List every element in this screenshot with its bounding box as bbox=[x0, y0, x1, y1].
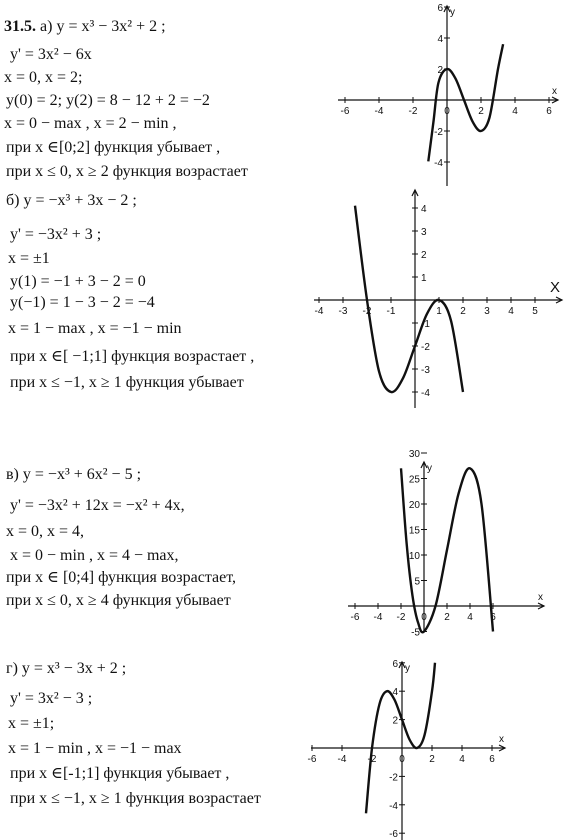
y-tick-label: 30 bbox=[408, 449, 420, 460]
y-tick-label: 4 bbox=[392, 687, 398, 699]
part-d-line-4: x = 1 − min , x = −1 − max bbox=[8, 740, 182, 757]
part-c-label: в) bbox=[6, 466, 19, 483]
problem-number: 31.5. bbox=[4, 18, 36, 35]
x-tick-label: 4 bbox=[459, 754, 465, 765]
x-tick-label: 0 bbox=[444, 106, 450, 117]
x-tick-label: -4 bbox=[314, 306, 324, 317]
y-tick-label: 1 bbox=[421, 273, 427, 284]
y-tick-label: -6 bbox=[389, 829, 398, 840]
part-d-line-3: x = ±1; bbox=[8, 715, 55, 732]
y-tick-label: 2 bbox=[421, 250, 427, 261]
x-tick-label: 6 bbox=[546, 106, 552, 117]
part-c-line-4: x = 0 − min , x = 4 − max, bbox=[10, 547, 179, 564]
part-b-line-4: y(1) = −1 + 3 − 2 = 0 bbox=[10, 273, 146, 290]
x-tick-label: -4 bbox=[374, 106, 384, 117]
x-tick-label: -6 bbox=[350, 612, 360, 623]
y-tick-label: -4 bbox=[434, 158, 443, 169]
y-tick-label: 10 bbox=[408, 551, 420, 562]
x-axis-label: x bbox=[552, 86, 557, 97]
x-tick-label: -2 bbox=[408, 106, 418, 117]
x-tick-label: -6 bbox=[307, 754, 317, 765]
y-tick-label: 6 bbox=[437, 3, 443, 14]
x-tick-label: 4 bbox=[508, 306, 514, 317]
part-b-label: б) bbox=[6, 192, 20, 209]
y-tick-label: -2 bbox=[421, 342, 430, 353]
part-a-line-1: y = x³ − 3x² + 2 ; bbox=[56, 18, 166, 35]
part-b-line-7: при x ∈[ −1;1] функция возрастает , bbox=[10, 348, 255, 365]
part-a-line-2: y' = 3x² − 6x bbox=[10, 46, 92, 63]
x-tick-label: 0 bbox=[399, 754, 405, 765]
x-tick-label: 4 bbox=[467, 612, 473, 623]
part-b-equation bbox=[6, 192, 137, 210]
part-d-line-6: при x ≤ −1, x ≥ 1 функция возрастает bbox=[10, 790, 261, 807]
y-tick-label: 3 bbox=[421, 227, 427, 238]
y-axis-label: y bbox=[427, 463, 432, 474]
part-a-line-6: при x ∈[0;2] функция убывает , bbox=[6, 139, 221, 156]
y-axis-label: y bbox=[405, 663, 410, 674]
part-c-line-1: y = −x³ + 6x² − 5 ; bbox=[22, 466, 142, 483]
graph-part-b bbox=[310, 186, 565, 410]
x-tick-label: -2 bbox=[367, 754, 377, 765]
part-b-line-6: x = 1 − max , x = −1 − min bbox=[8, 320, 182, 337]
y-tick-label: 4 bbox=[437, 34, 443, 45]
part-d-label: г) bbox=[6, 660, 18, 677]
y-axis-label: y bbox=[450, 7, 455, 18]
y-tick-label: 25 bbox=[408, 474, 420, 486]
part-a-label: а) bbox=[40, 18, 53, 35]
part-b-line-2: y' = −3x² + 3 ; bbox=[10, 226, 102, 243]
part-c-equation bbox=[6, 466, 141, 484]
x-axis-label: x bbox=[538, 592, 543, 603]
part-c-line-3: x = 0, x = 4, bbox=[6, 523, 85, 540]
y-tick-label: -1 bbox=[421, 319, 430, 330]
part-a-line-4: y(0) = 2; y(2) = 8 − 12 + 2 = −2 bbox=[6, 92, 210, 109]
x-tick-label: -1 bbox=[386, 306, 396, 317]
y-tick-label: -2 bbox=[389, 772, 398, 784]
x-tick-label: 5 bbox=[532, 306, 538, 317]
x-tick-label: 2 bbox=[460, 306, 466, 317]
part-d-line-1: y = x³ − 3x + 2 ; bbox=[21, 660, 127, 677]
x-axis-label: x bbox=[499, 734, 504, 745]
x-tick-label: -3 bbox=[338, 306, 348, 317]
graph-part-c bbox=[340, 449, 565, 639]
graph-part-a bbox=[330, 0, 565, 190]
part-a-equation bbox=[4, 18, 166, 36]
part-c-line-5: при x ∈ [0;4] функция возрастает, bbox=[6, 569, 237, 586]
x-axis-label: X bbox=[550, 279, 561, 296]
y-tick-label: 2 bbox=[437, 65, 443, 76]
x-tick-label: 6 bbox=[489, 754, 495, 765]
part-b-line-8: при x ≤ −1, x ≥ 1 функция убывает bbox=[10, 374, 244, 391]
part-b-line-3: x = ±1 bbox=[8, 250, 50, 267]
part-c-line-6: при x ≤ 0, x ≥ 4 функция убывает bbox=[6, 592, 231, 609]
part-a-line-7: при x ≤ 0, x ≥ 2 функция возрастает bbox=[6, 163, 248, 180]
x-tick-label: 6 bbox=[490, 612, 496, 623]
x-tick-label: 3 bbox=[484, 306, 490, 317]
part-a-line-5: x = 0 − max , x = 2 − min , bbox=[4, 115, 177, 132]
function-curve bbox=[366, 663, 435, 814]
y-tick-label: 15 bbox=[408, 525, 420, 537]
x-tick-label: -4 bbox=[373, 612, 383, 623]
function-curve bbox=[428, 44, 503, 161]
y-tick-label: 2 bbox=[392, 715, 398, 727]
part-c-line-2: y' = −3x² + 12x = −x² + 4x, bbox=[10, 497, 185, 514]
y-tick-label: 20 bbox=[408, 500, 420, 511]
x-tick-label: -2 bbox=[362, 306, 372, 317]
part-b-line-5: y(−1) = 1 − 3 − 2 = −4 bbox=[10, 294, 155, 311]
part-d-equation bbox=[6, 660, 126, 678]
part-d-line-2: y' = 3x² − 3 ; bbox=[10, 690, 93, 707]
x-tick-label: -2 bbox=[396, 612, 406, 623]
x-tick-label: 2 bbox=[478, 106, 484, 117]
y-tick-label: -3 bbox=[421, 365, 430, 376]
x-tick-label: 0 bbox=[421, 612, 427, 623]
y-tick-label: 6 bbox=[392, 658, 398, 670]
part-b-line-1: y = −x³ + 3x − 2 ; bbox=[23, 192, 137, 209]
x-tick-label: 2 bbox=[429, 754, 435, 765]
y-tick-label: 5 bbox=[414, 576, 420, 588]
y-tick-label: -4 bbox=[389, 800, 398, 812]
x-tick-label: 2 bbox=[444, 612, 450, 623]
y-tick-label: -4 bbox=[421, 388, 430, 399]
part-a-line-3: x = 0, x = 2; bbox=[4, 69, 83, 86]
x-tick-label: -6 bbox=[340, 106, 350, 117]
y-tick-label: -5 bbox=[411, 627, 420, 639]
y-tick-label: -2 bbox=[434, 127, 443, 138]
y-tick-label: 4 bbox=[421, 204, 427, 215]
x-tick-label: 1 bbox=[436, 306, 442, 317]
x-tick-label: 4 bbox=[512, 106, 518, 117]
function-curve bbox=[355, 206, 463, 392]
part-d-line-5: при x ∈[-1;1] функция убывает , bbox=[10, 765, 230, 782]
x-tick-label: -4 bbox=[337, 754, 347, 765]
graph-part-d bbox=[305, 656, 515, 840]
